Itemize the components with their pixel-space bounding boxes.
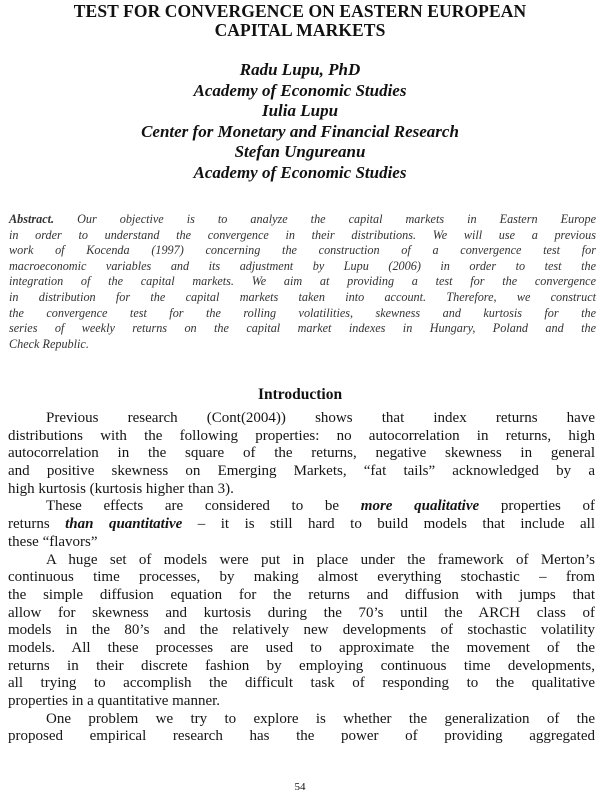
paragraph-line: all trying to accomplish the difficult task of responding to the qualitative [8,675,595,692]
abstract [9,212,596,352]
paragraph-line: high kurtosis (kurtosis higher than 3). [8,480,234,497]
paragraph-line: One problem we try to explore is whether the generalization of the [46,710,595,727]
text-run: These effects are considered to be [46,498,361,515]
paragraph-line: proposed empirical research has the power of providing aggregated [8,728,595,745]
abstract-line: series of weekly returns on the capital market indexes in Hungary, Poland and the [9,321,596,336]
paragraph-line: A huge set of models were put in place under the framework of Merton’s [46,551,595,568]
author-affiliation: Academy of Economic Studies [193,162,407,182]
text-run: – it is still hard to build models that include all [182,516,595,533]
paragraph-line: distributions with the following properties: no autocorrelation in returns, high [8,427,595,444]
emphasis-text: more qualitative [360,498,480,515]
paragraph-line: these “flavors” [8,533,98,550]
author-name: Iulia Lupu [261,101,339,120]
paragraph-line: models in the 80’s and the relatively new developments of stochastic volatility [8,622,595,639]
paper-title [0,0,600,40]
abstract-line [9,212,596,228]
abstract-line: integration of the capital markets. We aim at providing a test for the convergence [9,274,596,289]
text-run: returns [8,516,66,533]
introduction-body [8,410,595,746]
title-line-2: CAPITAL MARKETS [214,20,386,40]
emphasis-text: than quantitative [65,516,183,533]
paragraph-line: the simple diffusion equation for the returns and diffusion with jumps that [8,586,595,603]
abstract-line: in order to understand the convergence in their distributions. We will use a previous [9,227,596,242]
paragraph-line: autocorrelation in the square of the returns, negative skewness in general [8,445,595,462]
abstract-line: macroeconomic variables and its adjustment by Lupu (2006) in order to test the [9,258,596,273]
author-name: Radu Lupu, PhD [239,60,361,79]
paragraph-line: returns in their discrete fashion by employing continuous time developments, [8,657,595,674]
abstract-line: in distribution for the capital markets taken into account. Therefore, we construct [9,289,596,304]
paragraph-line [8,516,595,534]
paragraph-line [8,498,595,516]
author-block [0,60,600,183]
abstract-text: Our objective is to analyze the capital markets in Eastern Europe [54,212,596,226]
paragraph-line: models. All these processes are used to approximate the movement of the [8,639,595,656]
abstract-line: the convergence test for the rolling volatilities, skewness and kurtosis for the [9,305,596,320]
author-affiliation: Center for Monetary and Financial Research [141,121,459,141]
paragraph-line: Previous research (Cont(2004)) shows that index returns have [46,410,595,426]
text-run: properties of [479,498,595,515]
paragraph-line: properties in a quantitative manner. [8,693,221,709]
abstract-line: work of Kocenda (1997) concerning the construction of a convergence test for [9,243,596,258]
title-line-1: TEST FOR CONVERGENCE ON EASTERN EUROPEAN [73,1,527,21]
author-affiliation: Academy of Economic Studies [193,80,407,100]
paragraph-line: continuous time processes, by making almost everything stochastic – from [8,569,595,586]
section-heading-introduction: Introduction [257,386,343,403]
author-name: Stefan Ungureanu [234,142,366,161]
paragraph-line: and positive skewness on Emerging Markets, “fat tails” acknowledged by a [8,463,595,480]
abstract-label: Abstract. [9,212,55,226]
paragraph-line: allow for skewness and kurtosis during the 70’s until the ARCH class of [8,604,595,621]
page-number: 54 [294,781,306,793]
abstract-line: Check Republic. [9,336,89,351]
